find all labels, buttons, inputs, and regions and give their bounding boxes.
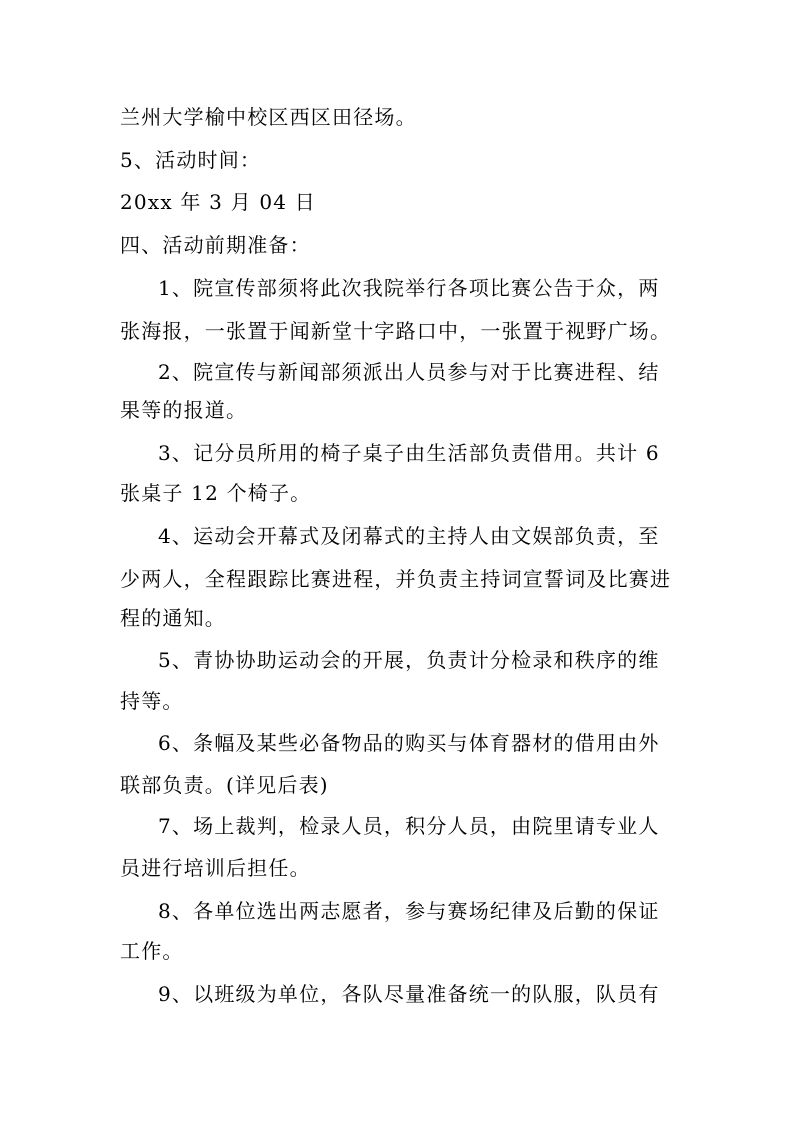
list-item-4-line-1: 4、运动会开幕式及闭幕式的主持人由文娱部负责，至 <box>158 524 660 548</box>
list-item-8-line-2: 工作。 <box>120 939 184 963</box>
list-item-7-line-2: 员进行培训后担任。 <box>120 856 311 880</box>
list-item-6-line-1: 6、条幅及某些必备物品的购买与体育器材的借用由外 <box>158 731 660 755</box>
list-item-4-line-2: 少两人，全程跟踪比赛进程，并负责主持词宣誓词及比赛进 <box>120 567 672 591</box>
section-heading: 四、活动前期准备： <box>120 233 311 257</box>
list-item-2-line-1: 2、院宣传与新闻部须派出人员参与对于比赛进程、结 <box>158 360 660 384</box>
list-item-3-line-1: 3、记分员所用的椅子桌子由生活部负责借用。共计 6 <box>158 441 660 465</box>
list-item-5-line-2: 持等。 <box>120 689 184 713</box>
text-line: 兰州大学榆中校区西区田径场。 <box>120 105 417 129</box>
list-item-8-line-1: 8、各单位选出两志愿者，参与赛场纪律及后勤的保证 <box>158 899 660 923</box>
list-item-3-line-2: 张桌子 12 个椅子。 <box>120 481 312 505</box>
section-heading: 5、活动时间： <box>120 148 262 172</box>
text-line: 20xx 年 3 月 04 日 <box>120 190 316 214</box>
list-item-1-line-2: 张海报，一张置于闻新堂十字路口中，一张置于视野广场。 <box>120 319 672 343</box>
list-item-2-line-2: 果等的报道。 <box>120 398 248 422</box>
list-item-5-line-1: 5、青协协助运动会的开展，负责计分检录和秩序的维 <box>158 648 660 672</box>
list-item-9-line-1: 9、以班级为单位，各队尽量准备统一的队服，队员有 <box>158 982 660 1006</box>
list-item-7-line-1: 7、场上裁判，检录人员，积分人员，由院里请专业人 <box>158 814 660 838</box>
list-item-1-line-1: 1、院宣传部须将此次我院举行各项比赛公告于众，两 <box>158 276 660 300</box>
list-item-6-line-2: 联部负责。(详见后表) <box>120 773 329 797</box>
list-item-4-line-3: 程的通知。 <box>120 606 226 630</box>
